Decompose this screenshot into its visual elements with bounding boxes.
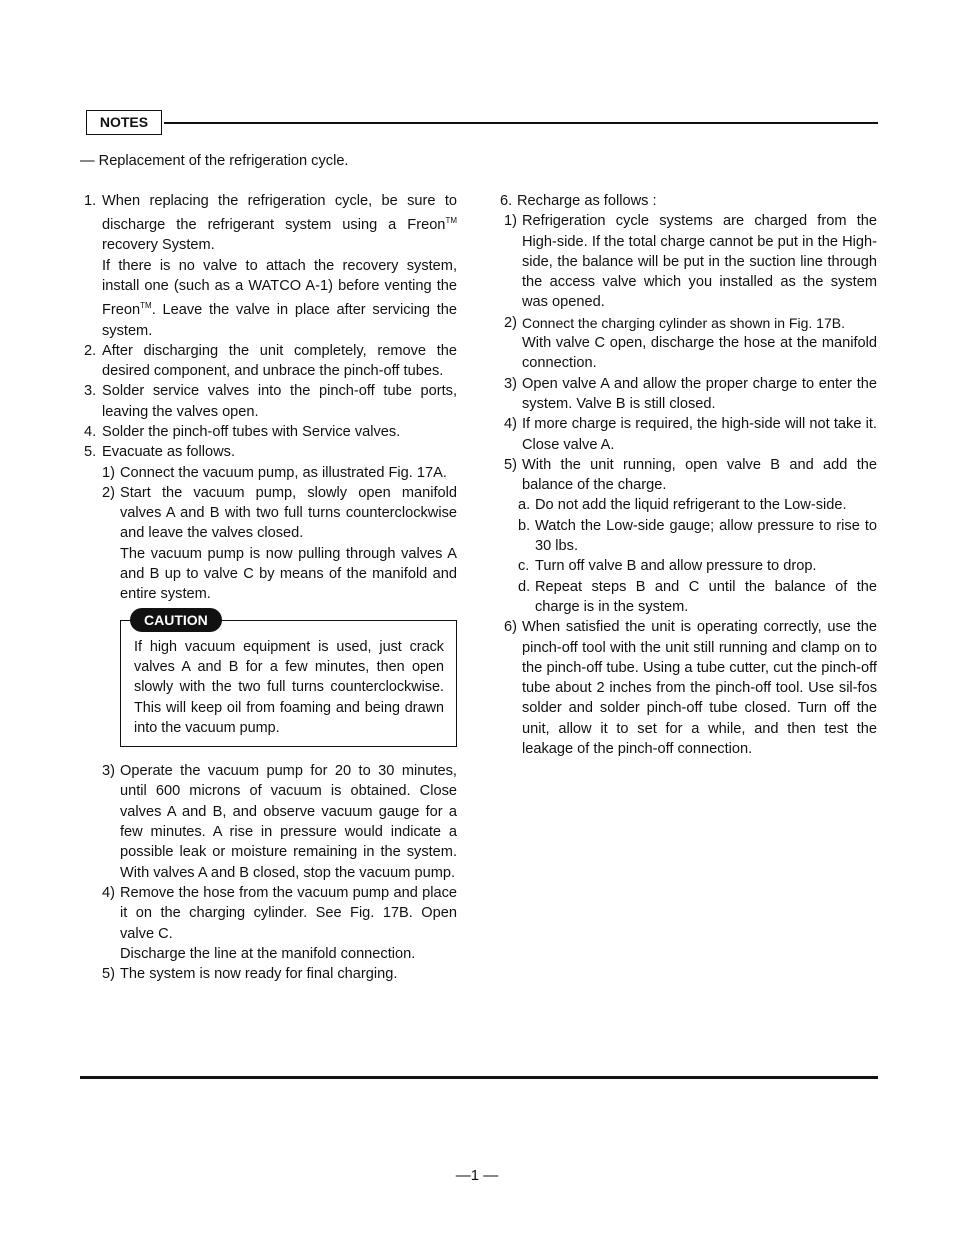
step-text: Solder the pinch-off tubes with Service valves.: [102, 423, 401, 440]
substep-text: Open valve A and allow the proper charge to enter the system. Valve B is still closed.: [522, 375, 877, 412]
substep-number: 6): [504, 619, 517, 636]
step-number: 5.: [84, 444, 97, 461]
step-4: [84, 422, 457, 442]
substep-number: 3): [504, 375, 517, 392]
substep-text: The vacuum pump is now pulling through valves A and B up to valve C by means of the manifold and entire system.: [120, 545, 457, 603]
letter-text: Watch the Low-side gauge; allow pressure to rise to 30 lbs.: [535, 517, 877, 555]
step-1-text-d: . Leave the valve in place after servicing the system.: [102, 302, 457, 339]
caution-badge: CAUTION: [130, 608, 222, 632]
substep-text: Connect the vacuum pump, as illustrated Fig. 17A.: [120, 464, 447, 481]
step-5-sub-1: [84, 463, 457, 483]
step-5-sub-4: [84, 883, 457, 964]
substep-number: 5): [504, 456, 517, 473]
letter-text: Do not add the liquid refrigerant to the Low-side.: [535, 497, 847, 514]
letter-number: d.: [518, 578, 531, 595]
step-number: 4.: [84, 423, 97, 440]
substep-text: Refrigeration cycle systems are charged from the High-side. If the total charge cannot be put in the High-side, the balance will be put in the suction line through the access valve which you installed as the system was opened.: [522, 213, 877, 311]
substep-text: The system is now ready for final charging.: [120, 966, 398, 983]
bottom-divider: [80, 1076, 878, 1079]
substep-text: When satisfied the unit is operating correctly, use the pinch-off tool with the unit still running and clamp on to the pinch-off tube. Using a tube cutter, cut the pinch-off tube about 2 inches from the pinch-off tool. Use sil-fos solder and solder pinch-off tube closed. Turn off the unit, allow it to set for a while, and then test the leakage of the pinch-off connection.: [522, 619, 877, 758]
step-6-sub-5-c: [500, 556, 877, 576]
step-text: Recharge as follows :: [517, 193, 657, 209]
substep-text: If more charge is required, the high-side will not take it. Close valve A.: [522, 416, 877, 453]
page-number: —1 —: [455, 1167, 499, 1184]
step-6-sub-2: [500, 313, 877, 374]
substep-text: Connect the charging cylinder as shown in Fig. 17B.: [522, 314, 845, 331]
step-5-sub-5: [84, 964, 457, 984]
step-1: [84, 191, 457, 341]
substep-number: 4): [102, 884, 115, 901]
left-column: [84, 191, 457, 984]
substep-number: 5): [102, 966, 115, 983]
step-3: [84, 381, 457, 422]
step-number: 3.: [84, 383, 97, 400]
substep-text: Operate the vacuum pump for 20 to 30 minutes, until 600 microns of vacuum is obtained. Close valves A and B, and observe vacuum gauge for a few minutes. A rise in pressure would indicate a possible leak or moisture remaining in the system. With valves A and B closed, stop the vacuum pump.: [120, 763, 457, 881]
step-number: 1.: [84, 193, 97, 209]
step-6-sub-1: [500, 211, 877, 312]
step-6-sub-6: [500, 617, 877, 759]
step-text: [102, 191, 457, 256]
step-1-text-c: If there is no valve to attach the recovery system, install one (such as a WATCO A-1) before venting the Freon: [102, 257, 457, 319]
caution-callout: [120, 611, 457, 747]
step-text: Evacuate as follows.: [102, 444, 236, 461]
step-6: [500, 191, 877, 211]
step-6-sub-5-b: [500, 516, 877, 557]
notes-label: NOTES: [86, 110, 162, 135]
step-6-sub-5-d: [500, 577, 877, 618]
substep-number: 2): [504, 314, 517, 331]
substep-text: With valve C open, discharge the hose at the manifold connection.: [522, 335, 877, 372]
letter-number: a.: [518, 497, 531, 514]
caution-body: If high vacuum equipment is used, just crack valves A and B for a few minutes, then open slowly with the two full turns counterclockwise. This will keep oil from foaming and being drawn into the vacuum pump.: [120, 620, 457, 747]
step-6-sub-4: [500, 414, 877, 455]
step-text: [102, 256, 457, 341]
step-1-text-a: When replacing the refrigeration cycle, be sure to discharge the refrigerant system using a Freon: [102, 193, 457, 234]
step-6-sub-5-a: [500, 495, 877, 515]
substep-number: 1): [102, 464, 115, 481]
letter-number: b.: [518, 517, 531, 534]
substep-text: Discharge the line at the manifold connection.: [120, 945, 416, 962]
step-text: Solder service valves into the pinch-off tube ports, leaving the valves open.: [102, 383, 457, 420]
notes-header: [86, 110, 878, 137]
trademark-mark: TM: [445, 216, 457, 226]
substep-number: 1): [504, 213, 517, 230]
step-1-text-b: recovery System.: [102, 237, 215, 254]
right-column: [500, 191, 877, 759]
trademark-mark: TM: [140, 301, 152, 311]
step-6-sub-3: [500, 374, 877, 415]
step-5-sub-2: [84, 483, 457, 605]
step-number: 2.: [84, 342, 97, 359]
step-number: 6.: [500, 193, 513, 209]
step-text: After discharging the unit completely, remove the desired component, and unbrace the pinch-off tubes.: [102, 342, 457, 380]
letter-text: Turn off valve B and allow pressure to drop.: [535, 558, 817, 575]
substep-text: Start the vacuum pump, slowly open manifold valves A and B with two full turns counterclockwise and leave the valves closed.: [120, 484, 457, 542]
intro-line: — Replacement of the refrigeration cycle.: [80, 153, 349, 169]
step-5: [84, 442, 457, 462]
step-6-sub-5: [500, 455, 877, 496]
substep-number: 2): [102, 484, 115, 501]
substep-number: 3): [102, 763, 115, 780]
letter-number: c.: [518, 558, 530, 575]
substep-text: Remove the hose from the vacuum pump and place it on the charging cylinder. See Fig. 17B. Open valve C.: [120, 884, 457, 942]
step-5-sub-3: [84, 761, 457, 883]
substep-number: 4): [504, 416, 517, 433]
notes-divider: [164, 122, 878, 124]
step-2: [84, 341, 457, 382]
substep-text: With the unit running, open valve B and add the balance of the charge.: [522, 456, 877, 494]
letter-text: Repeat steps B and C until the balance of the charge is in the system.: [535, 578, 877, 615]
